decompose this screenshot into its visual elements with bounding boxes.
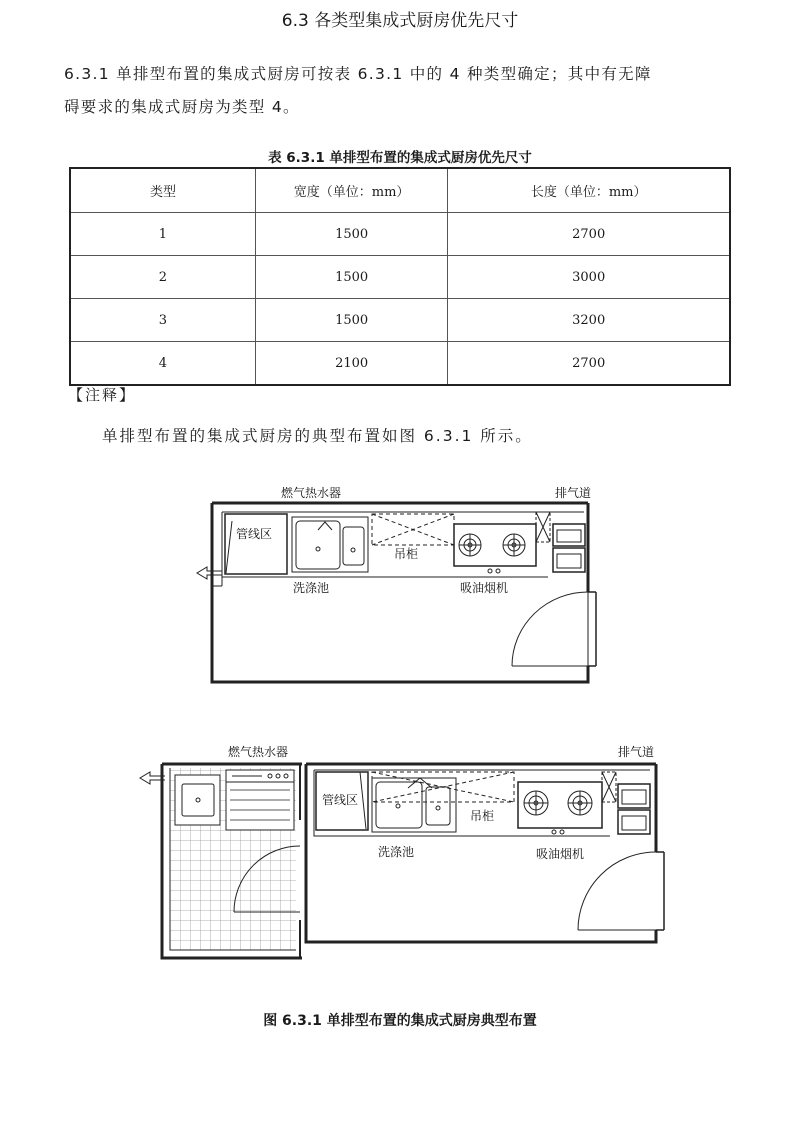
plan1-sink-label: 洗涤池 (293, 581, 330, 595)
cell-type: 1 (70, 213, 255, 256)
table-row (70, 299, 730, 342)
clause-line-1: 6.3.1 单排型布置的集成式厨房可按表 6.3.1 中的 4 种类型确定；其中有无障 (64, 65, 652, 83)
table-header-row (70, 168, 730, 213)
plan1-pipe-zone-label: 管线区 (236, 527, 273, 541)
kitchen-layout-figure (0, 470, 800, 990)
cell-width: 2100 (255, 342, 447, 386)
plan2-sink-label: 洗涤池 (378, 845, 415, 859)
note-heading: 【注释】 (68, 386, 137, 404)
clause-6-3-1 (64, 58, 744, 124)
plan1-exhaust-label: 排气道 (555, 486, 592, 500)
plan2-pipe-zone-label: 管线区 (322, 793, 359, 807)
header-length: 长度（单位：mm） (448, 168, 730, 213)
cell-type: 4 (70, 342, 255, 386)
cell-length: 3200 (448, 299, 730, 342)
plan2-exhaust-label: 排气道 (618, 745, 655, 759)
size-table (69, 167, 731, 386)
table-row (70, 342, 730, 386)
table-row (70, 213, 730, 256)
plan2-cabinet-label: 吊柜 (470, 809, 495, 823)
note-text: 单排型布置的集成式厨房的典型布置如图 6.3.1 所示。 (102, 427, 533, 445)
plan2-water-heater-label: 燃气热水器 (228, 745, 289, 759)
plan2-hood-label: 吸油烟机 (536, 847, 585, 861)
cell-type: 2 (70, 256, 255, 299)
table-row (70, 256, 730, 299)
plan-2 (140, 764, 664, 958)
section-title: 6.3 各类型集成式厨房优先尺寸 (281, 11, 519, 31)
plan1-cabinet-label: 吊柜 (394, 547, 419, 561)
cell-length: 2700 (448, 342, 730, 386)
cell-length: 3000 (448, 256, 730, 299)
plan1-hood-label: 吸油烟机 (460, 581, 509, 595)
header-type: 类型 (70, 168, 255, 213)
cell-type: 3 (70, 299, 255, 342)
table-caption: 表 6.3.1 单排型布置的集成式厨房优先尺寸 (268, 150, 532, 166)
cell-width: 1500 (255, 213, 447, 256)
cell-width: 1500 (255, 299, 447, 342)
cell-length: 2700 (448, 213, 730, 256)
cell-width: 1500 (255, 256, 447, 299)
clause-line-2: 碍要求的集成式厨房为类型 4。 (64, 98, 300, 116)
plan1-water-heater-label: 燃气热水器 (281, 486, 342, 500)
figure-caption: 图 6.3.1 单排型布置的集成式厨房典型布置 (263, 1013, 537, 1029)
header-width: 宽度（单位：mm） (255, 168, 447, 213)
